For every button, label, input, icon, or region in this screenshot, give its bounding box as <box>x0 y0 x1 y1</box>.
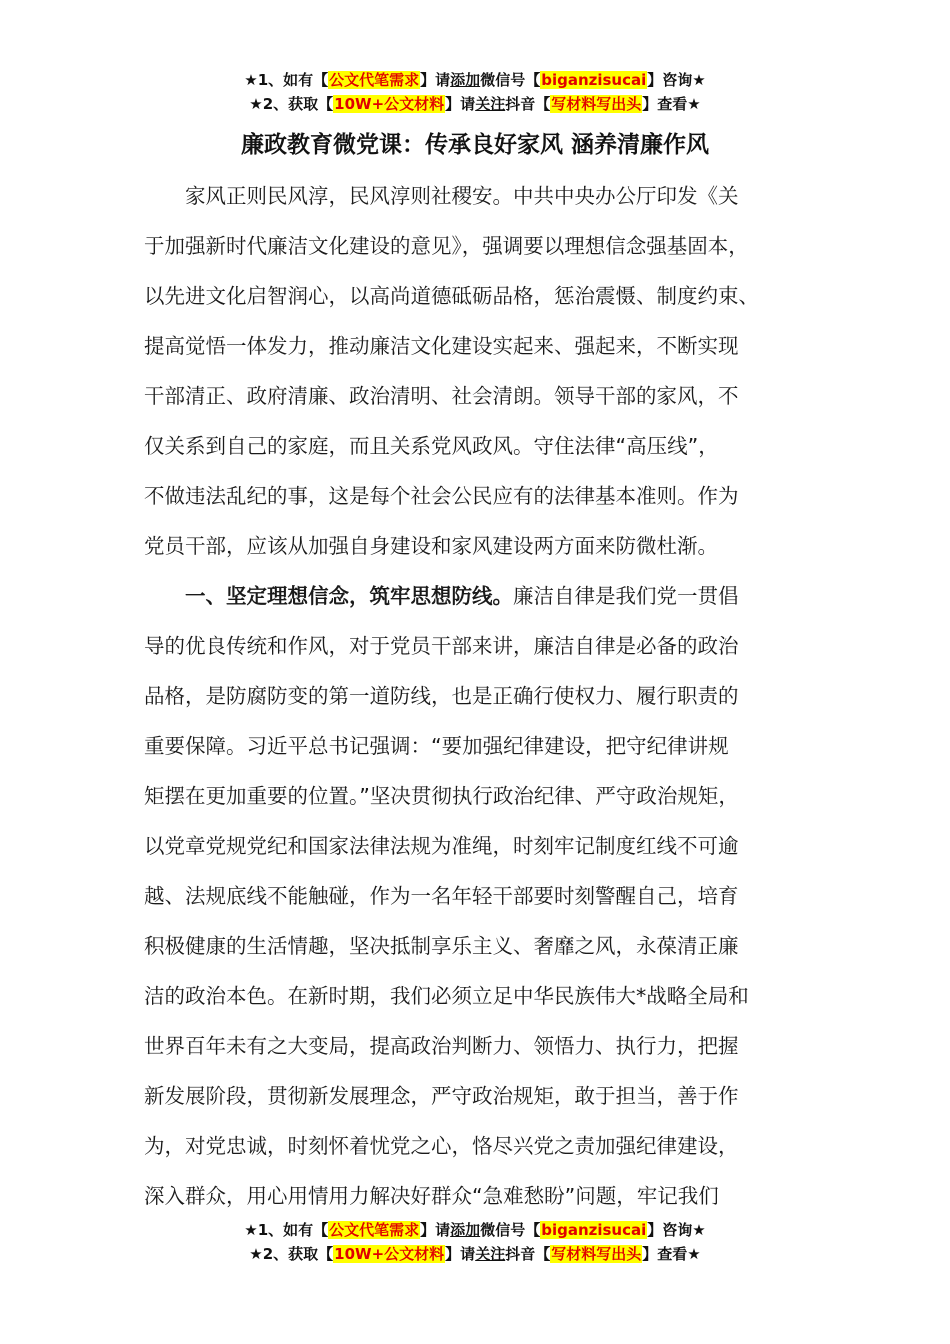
document-title: 廉政教育微党课：传承良好家风 涵养清廉作风 <box>240 132 709 158</box>
paragraph-line: 品格，是防腐防变的第一道防线，也是正确行使权力、履行职责的 <box>144 684 739 708</box>
section-heading-line <box>144 571 834 621</box>
paragraph-line: 矩摆在更加重要的位置。”坚决贯彻执行政治纪律、严守政治规矩， <box>144 784 739 808</box>
paragraph-line: 提高觉悟一体发力，推动廉洁文化建设实起来、强起来，不断实现 <box>144 334 739 358</box>
paragraph-line: 越、法规底线不能触碰，作为一名年轻干部要时刻警醒自己，培育 <box>144 884 739 908</box>
star-icon: ★ <box>244 1221 258 1239</box>
highlight-douyin-account: 写材料写出头 <box>551 95 642 113</box>
paragraph-line: 重要保障。习近平总书记强调：“要加强纪律建设，把守纪律讲规 <box>144 734 729 758</box>
paragraph-line: 党员干部，应该从加强自身建设和家风建设两方面来防微杜渐。 <box>144 534 718 558</box>
top-promo-banner <box>0 68 950 116</box>
paragraph-line: 洁的政治本色。在新时期，我们必须立足中华民族伟大*战略全局和 <box>144 984 749 1008</box>
star-icon: ★ <box>692 71 706 89</box>
star-icon: ★ <box>249 95 263 113</box>
paragraph-line: 世界百年未有之大变局，提高政治判断力、领悟力、执行力，把握 <box>144 1034 739 1058</box>
paragraph-line: 家风正则民风淳，民风淳则社稷安。中共中央办公厅印发《关 <box>185 184 739 208</box>
highlight-materials: 10W+公文材料 <box>334 95 445 113</box>
bottom-promo-banner <box>0 1218 950 1266</box>
paragraph-line: 新发展阶段，贯彻新发展理念，严守政治规矩，敢于担当，善于作 <box>144 1084 739 1108</box>
highlight-writing-service: 公文代笔需求 <box>329 71 420 89</box>
document-body <box>144 171 834 1221</box>
promo-line-1: ★1、如有【公文代笔需求】请添加微信号【biganzisucai】咨询★ <box>244 1221 706 1239</box>
paragraph-line: 仅关系到自己的家庭，而且关系党风政风。守住法律“高压线”， <box>144 434 719 458</box>
paragraph-line: 干部清正、政府清廉、政治清明、社会清朗。领导干部的家风，不 <box>144 384 739 408</box>
star-icon: ★ <box>249 1245 263 1263</box>
paragraph-line: 为，对党忠诚，时刻怀着忧党之心，恪尽兴党之责加强纪律建设， <box>144 1134 739 1158</box>
section-heading: 一、坚定理想信念，筑牢思想防线。 <box>185 584 513 608</box>
star-icon: ★ <box>687 95 701 113</box>
paragraph-line: 以党章党规党纪和国家法律法规为准绳，时刻牢记制度红线不可逾 <box>144 834 739 858</box>
highlight-writing-service: 公文代笔需求 <box>329 1221 420 1239</box>
promo-line-2: ★2、获取【10W+公文材料】请关注抖音【写材料写出头】查看★ <box>249 95 701 113</box>
star-icon: ★ <box>244 71 258 89</box>
promo-line-2: ★2、获取【10W+公文材料】请关注抖音【写材料写出头】查看★ <box>249 1245 701 1263</box>
paragraph-line: 不做违法乱纪的事，这是每个社会公民应有的法律基本准则。作为 <box>144 484 739 508</box>
highlight-wechat-id: biganzisucai <box>541 1221 647 1239</box>
highlight-materials: 10W+公文材料 <box>334 1245 445 1263</box>
star-icon: ★ <box>687 1245 701 1263</box>
paragraph-line: 于加强新时代廉洁文化建设的意见》，强调要以理想信念强基固本， <box>144 234 749 258</box>
paragraph-line: 深入群众，用心用情用力解决好群众“急难愁盼”问题，牢记我们 <box>144 1184 719 1208</box>
paragraph-line: 导的优良传统和作风，对于党员干部来讲，廉洁自律是必备的政治 <box>144 634 739 658</box>
star-icon: ★ <box>692 1221 706 1239</box>
section-lead-text: 廉洁自律是我们党一贯倡 <box>513 584 739 608</box>
paragraph-line: 以先进文化启智润心，以高尚道德砥砺品格，惩治震慑、制度约束、 <box>144 284 759 308</box>
promo-line-1: ★1、如有【公文代笔需求】请添加微信号【biganzisucai】咨询★ <box>244 71 706 89</box>
highlight-douyin-account: 写材料写出头 <box>551 1245 642 1263</box>
highlight-wechat-id: biganzisucai <box>541 71 647 89</box>
paragraph-line: 积极健康的生活情趣，坚决抵制享乐主义、奢靡之风，永葆清正廉 <box>144 934 739 958</box>
